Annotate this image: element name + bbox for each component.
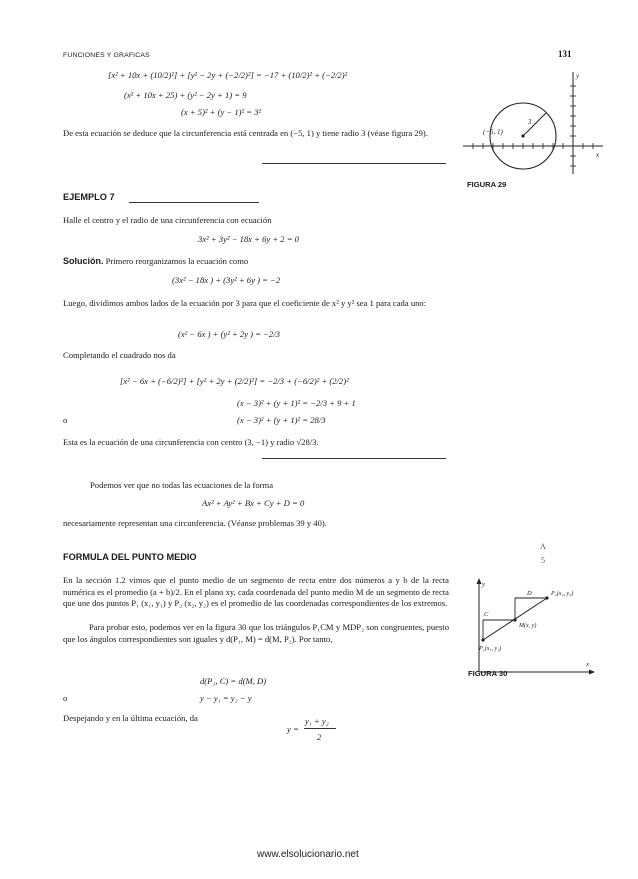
label-p2: P₂(x₂, y₂) bbox=[551, 591, 574, 597]
label-p1: P₁(x₁, y₁) bbox=[479, 646, 502, 652]
radius-segment bbox=[523, 113, 546, 136]
section-rule bbox=[262, 458, 446, 459]
equation-line: (x − 3)² + (y + 1)² = 28/3 bbox=[237, 415, 326, 425]
figure-30-caption: FIGURA 30 bbox=[468, 669, 508, 678]
label-m: M(x, y) bbox=[519, 623, 537, 629]
equation-line: (x − 3)² + (y + 1)² = −2/3 + 9 + 1 bbox=[237, 398, 356, 408]
paragraph: En la sección 1.2 vimos que el punto medio de un segmento de recta entre dos números a y b de la recta numérica es el promedio (a + b)/2. En el plano xy, cada coordenada del punto medio M de un segmento de recta que une dos puntos P₁ (x₁, y₁) y P₂ (x₂, y₂) es el promedio de las coordenadas correspondientes de los extremos. bbox=[63, 575, 449, 609]
or-label: o bbox=[63, 693, 68, 703]
equation-line: [x² + 10x + (10/2)²] + [y² − 2y + (−2/2)²] = −17 + (10/2)² + (−2/2)² bbox=[108, 70, 348, 80]
equation-line: 3x² + 3y² − 18x + 6y + 2 = 0 bbox=[198, 234, 299, 244]
y-axis-arrow bbox=[477, 578, 482, 584]
fraction-bar bbox=[304, 728, 336, 729]
equation-lhs: y = bbox=[287, 724, 299, 734]
radius-label: 3 bbox=[528, 118, 532, 126]
x-axis-arrow bbox=[589, 670, 595, 675]
page-number: 131 bbox=[558, 49, 572, 59]
margin-note: 5 bbox=[541, 556, 545, 565]
section-heading: FORMULA DEL PUNTO MEDIO bbox=[63, 552, 197, 562]
x-axis-label: x bbox=[586, 661, 589, 668]
label-d: D bbox=[527, 590, 532, 597]
equation-line: (x² − 6x ) + (y² + 2y ) = −2/3 bbox=[178, 329, 280, 339]
equation-line: Ax² + Ay² + Bx + Cy + D = 0 bbox=[202, 498, 305, 508]
point-m bbox=[513, 618, 516, 621]
equation-line: d(P₁, C) = d(M, D) bbox=[200, 676, 267, 686]
equation-line: (x + 5)² + (y − 1)² = 3² bbox=[181, 107, 262, 117]
paragraph: De esta ecuación se deduce que la circunferencia está centrada en (−5, 1) y tiene radio 3 (véase figura 29). bbox=[63, 128, 428, 138]
point-p2 bbox=[545, 596, 548, 599]
running-header: FUNCIONES Y GRAFICAS bbox=[63, 52, 150, 59]
fraction-numerator: y₁ + y₂ bbox=[305, 716, 329, 726]
example-heading: EJEMPLO 7 bbox=[63, 192, 115, 202]
paragraph: Para probar esto, podemos ver en la figura 30 que los triángulos P₁CM y MDP₂ son congruentes, puesto que los ángulos correspondientes son iguales y d(P₁, M) = d(M, P₂). Por tanto, bbox=[63, 622, 449, 644]
label-c: C bbox=[484, 611, 489, 618]
x-axis-label: x bbox=[596, 151, 600, 159]
solution-line bbox=[63, 256, 248, 266]
center-label: (−5, 1) bbox=[483, 128, 503, 136]
example-statement: Halle el centro y el radio de una circunferencia con ecuación bbox=[63, 215, 272, 225]
equation-line: (x² + 10x + 25) + (y² − 2y + 1) = 9 bbox=[124, 90, 247, 100]
example-conclusion: Esta es la ecuación de una circunferencia con centro (3, −1) y radio √28/3. bbox=[63, 437, 319, 447]
figure-29-caption: FIGURA 29 bbox=[467, 180, 507, 189]
paragraph: Despejando y en la última ecuación, da bbox=[63, 713, 198, 723]
y-axis-label: y bbox=[576, 72, 580, 80]
figure-29-graph bbox=[455, 68, 605, 176]
figure-30-graph bbox=[465, 578, 595, 676]
fraction-denominator: 2 bbox=[317, 732, 322, 742]
solution-text: Primero reorganizamos la ecuación como bbox=[105, 256, 249, 266]
point-p1 bbox=[481, 638, 484, 641]
footer-url: www.elsolucionario.net bbox=[257, 849, 359, 860]
paragraph: necesariamente representan una circunferencia. (Véanse problemas 39 y 40). bbox=[63, 518, 327, 528]
equation-line: (3x² − 18x ) + (3y² + 6y ) = −2 bbox=[172, 275, 281, 285]
paragraph: Podemos ver que no todas las ecuaciones de la forma bbox=[90, 480, 274, 490]
margin-note: A bbox=[540, 542, 546, 551]
section-rule bbox=[262, 163, 446, 164]
paragraph: Luego, dividimos ambos lados de la ecuación por 3 para que el coeficiente de x² y y² sea 1 para cada uno: bbox=[63, 298, 427, 308]
or-label: o bbox=[63, 415, 68, 425]
equation-line: y − y₁ = y₂ − y bbox=[200, 693, 252, 703]
paragraph: Completando el cuadrado nos da bbox=[63, 350, 176, 360]
y-axis-label: y bbox=[482, 581, 485, 588]
equation-line: [x² − 6x + (−6/2)²] + [y² + 2y + (2/2)²] = −2/3 + (−6/2)² + (2/2)² bbox=[120, 376, 349, 386]
example-heading-rule bbox=[129, 202, 259, 203]
solution-label: Solución. bbox=[63, 256, 104, 266]
